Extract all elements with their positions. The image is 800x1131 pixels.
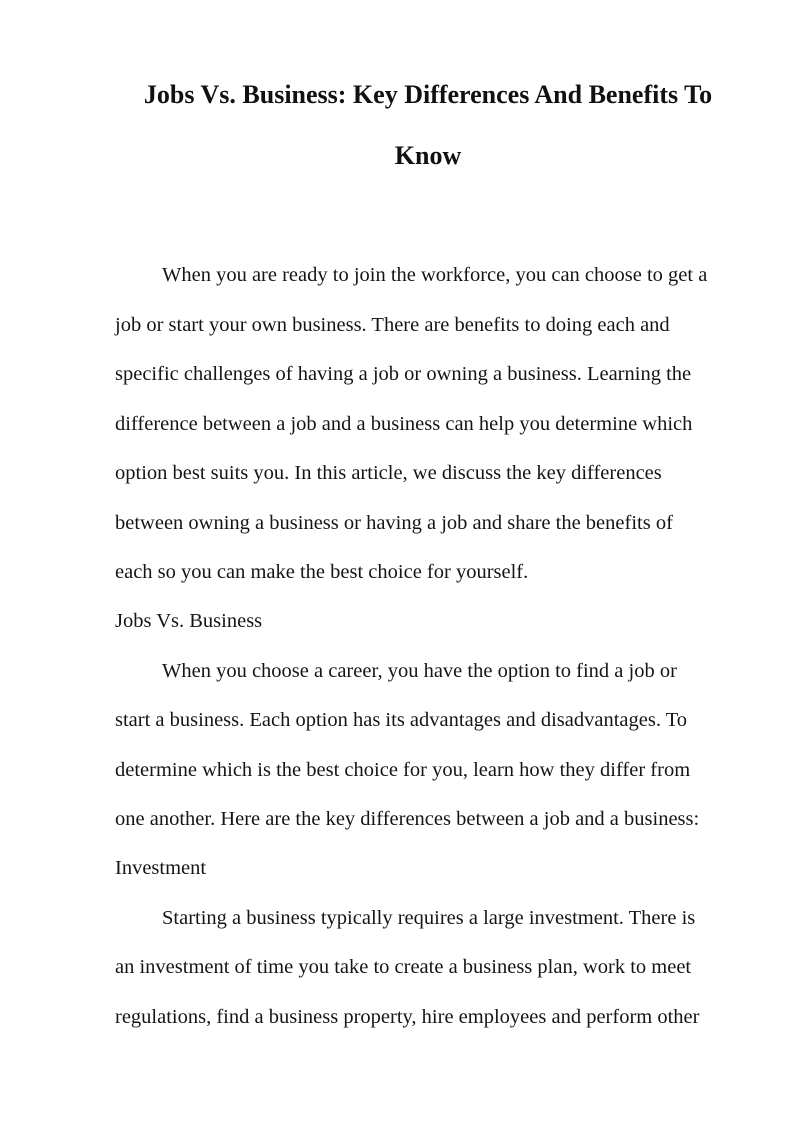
paragraph-line: Starting a business typically requires a large investment. There is — [162, 907, 696, 929]
paragraph-line: specific challenges of having a job or owning a business. Learning the — [115, 363, 692, 385]
paragraph-line: determine which is the best choice for you, learn how they differ from — [115, 759, 691, 781]
paragraph-line: each so you can make the best choice for yourself. — [115, 561, 529, 583]
paragraph-line: start a business. Each option has its advantages and disadvantages. To — [115, 709, 688, 731]
paragraph-line: one another. Here are the key differences between a job and a business: — [115, 808, 700, 830]
paragraph-line: an investment of time you take to create a business plan, work to meet — [115, 956, 692, 978]
section-heading: Jobs Vs. Business — [115, 610, 263, 632]
paragraph-line: regulations, find a business property, hire employees and perform other — [115, 1006, 700, 1028]
paragraph-line: job or start your own business. There are benefits to doing each and — [115, 314, 670, 336]
paragraph-line: between owning a business or having a job and share the benefits of — [115, 512, 673, 534]
paragraph-line: When you are ready to join the workforce, you can choose to get a — [162, 264, 708, 286]
section-heading: Investment — [115, 857, 207, 879]
document-title-line-2: Know — [394, 141, 462, 170]
paragraph-line: difference between a job and a business can help you determine which — [115, 413, 693, 435]
document-title-line-1: Jobs Vs. Business: Key Differences And Benefits To — [143, 80, 713, 109]
paragraph-line: When you choose a career, you have the option to find a job or — [162, 660, 677, 682]
paragraph-line: option best suits you. In this article, we discuss the key differences — [115, 462, 662, 484]
